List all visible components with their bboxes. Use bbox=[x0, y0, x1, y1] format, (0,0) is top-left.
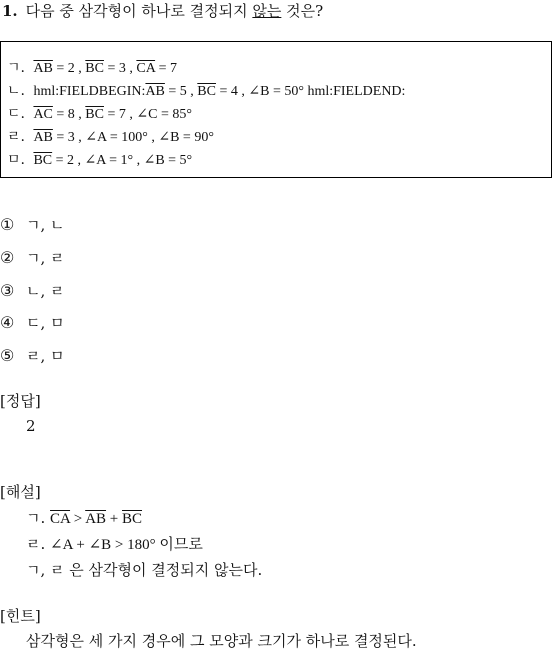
answer-value: 2 bbox=[26, 417, 36, 435]
condition-2 bbox=[7, 81, 405, 102]
choice-text: ㄴ, ㄹ bbox=[26, 282, 65, 300]
math-text: = 7 , ∠C = 85° bbox=[103, 107, 192, 122]
choice-text: ㄱ, ㄴ bbox=[26, 216, 65, 234]
condition-label: ㄴ. bbox=[7, 83, 30, 99]
explanation-line-3: ㄱ, ㄹ 은 삼각형이 결정되지 않는다. bbox=[26, 561, 263, 579]
math-text: = 2 , ∠A = 1° , ∠B = 5° bbox=[52, 153, 193, 168]
explanation-line-2 bbox=[26, 533, 203, 556]
segment-name: $\overline{BC}$ bbox=[197, 84, 216, 99]
segment-name: $\overline{AC}$ bbox=[33, 107, 53, 122]
explanation-heading: [해설] bbox=[0, 483, 41, 501]
math-text: = 7 bbox=[155, 61, 177, 76]
choice-marker: ⑤ bbox=[0, 346, 15, 365]
question-number: 1. bbox=[2, 2, 18, 20]
hint-heading: [힌트] bbox=[0, 607, 41, 625]
choice-marker: ② bbox=[0, 248, 15, 267]
explanation-line-1 bbox=[26, 507, 142, 530]
segment-name: $\overline{BC}$ bbox=[122, 511, 143, 527]
condition-label: ㄱ. bbox=[7, 60, 30, 76]
segment-name: $\overline{AB}$ bbox=[85, 511, 107, 527]
segment-name: $\overline{CA}$ bbox=[136, 61, 156, 76]
question-text-underlined: 않는 bbox=[252, 2, 282, 20]
condition-1 bbox=[7, 58, 177, 79]
question-text-before: 다음 중 삼각형이 하나로 결정되지 bbox=[25, 2, 253, 20]
segment-name: $\overline{BC}$ bbox=[33, 153, 53, 168]
segment-name: $\overline{AB}$ bbox=[33, 61, 53, 76]
condition-label: ㅁ. bbox=[7, 152, 30, 168]
choice-text: ㄹ, ㅁ bbox=[26, 347, 65, 365]
hint-text: 삼각형은 세 가지 경우에 그 모양과 크기가 하나로 결정된다. bbox=[26, 632, 417, 650]
choice-text: ㄷ, ㅁ bbox=[26, 314, 65, 332]
math-text: > bbox=[70, 511, 86, 527]
math-text: ∠A + ∠B > 180° 이므로 bbox=[50, 537, 203, 553]
segment-name: $\overline{AB}$ bbox=[33, 130, 53, 145]
math-text: = 3 , bbox=[103, 61, 137, 76]
math-text: + bbox=[106, 511, 122, 527]
math-text: = 3 , ∠A = 100° , ∠B = 90° bbox=[52, 130, 214, 145]
explanation-label: ㄱ. bbox=[26, 509, 51, 527]
math-text: = 8 , bbox=[52, 107, 86, 122]
condition-label: ㄹ. bbox=[7, 129, 30, 145]
choice-2[interactable] bbox=[0, 247, 65, 269]
question-stem bbox=[2, 0, 323, 22]
choice-1[interactable] bbox=[0, 214, 65, 236]
condition-4 bbox=[7, 127, 214, 148]
choice-marker: ③ bbox=[0, 281, 15, 300]
segment-name: $\overline{AB}$ bbox=[145, 84, 165, 99]
choice-3[interactable] bbox=[0, 280, 65, 302]
math-text: = 2 , bbox=[52, 61, 86, 76]
question-text-after: 것은? bbox=[281, 2, 324, 20]
condition-5 bbox=[7, 150, 192, 171]
segment-name: $\overline{CA}$ bbox=[50, 511, 71, 527]
math-text: hml:FIELDBEGIN: bbox=[33, 84, 146, 99]
condition-3 bbox=[7, 104, 192, 125]
choice-marker: ④ bbox=[0, 313, 15, 332]
segment-name: $\overline{BC}$ bbox=[85, 61, 104, 76]
choice-text: ㄱ, ㄹ bbox=[26, 249, 65, 267]
condition-label: ㄷ. bbox=[7, 106, 30, 122]
math-text: = 4 , ∠B = 50° hml:FIELDEND: bbox=[215, 84, 406, 99]
choice-5[interactable] bbox=[0, 345, 65, 367]
answer-heading: [정답] bbox=[0, 392, 41, 410]
explanation-label: ㄹ. bbox=[26, 535, 51, 553]
choice-4[interactable] bbox=[0, 312, 65, 334]
choice-marker: ① bbox=[0, 215, 15, 234]
segment-name: $\overline{BC}$ bbox=[85, 107, 104, 122]
math-text: = 5 , bbox=[164, 84, 198, 99]
